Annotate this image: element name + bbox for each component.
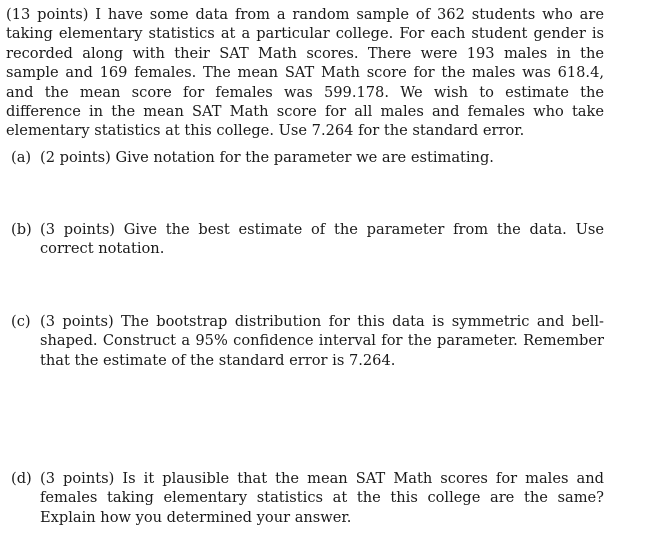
part-c-label: (c) (11, 313, 31, 330)
part-d-text: (3 points) Is it plausible that the mean SAT Math scores for males and females taking elementary statistics at the this college are the same? Explain how you determined your answer. (40, 470, 604, 526)
part-c (11, 312, 604, 370)
part-c-text: (3 points) The bootstrap distribution for this data is symmetric and bell-shaped. Construct a 95% confidence interval for the parameter. Remember that the estimate of the standard error is 7.264. (40, 313, 604, 369)
part-a-text: (2 points) Give notation for the parameter we are estimating. (40, 149, 494, 166)
part-b (11, 220, 604, 259)
part-a-label: (a) (11, 149, 32, 166)
part-b-label: (b) (11, 221, 32, 238)
part-d (11, 469, 604, 527)
part-d-label: (d) (11, 470, 32, 487)
part-b-text: (3 points) Give the best estimate of the parameter from the data. Use correct notation. (40, 221, 604, 258)
part-a (11, 148, 604, 167)
question-intro: (13 points) I have some data from a random sample of 362 students who are taking elementary statistics at a particular college. For each student gender is recorded along with their SAT Math scores. There were 193 males in the sample and 169 females. The mean SAT Math score for the males was 618.4, and the mean score for females was 599.178. We wish to estimate the difference in the mean SAT Math score for all males and females who take elementary statistics at this college. Use 7.264 for the standard error. (6, 6, 604, 140)
